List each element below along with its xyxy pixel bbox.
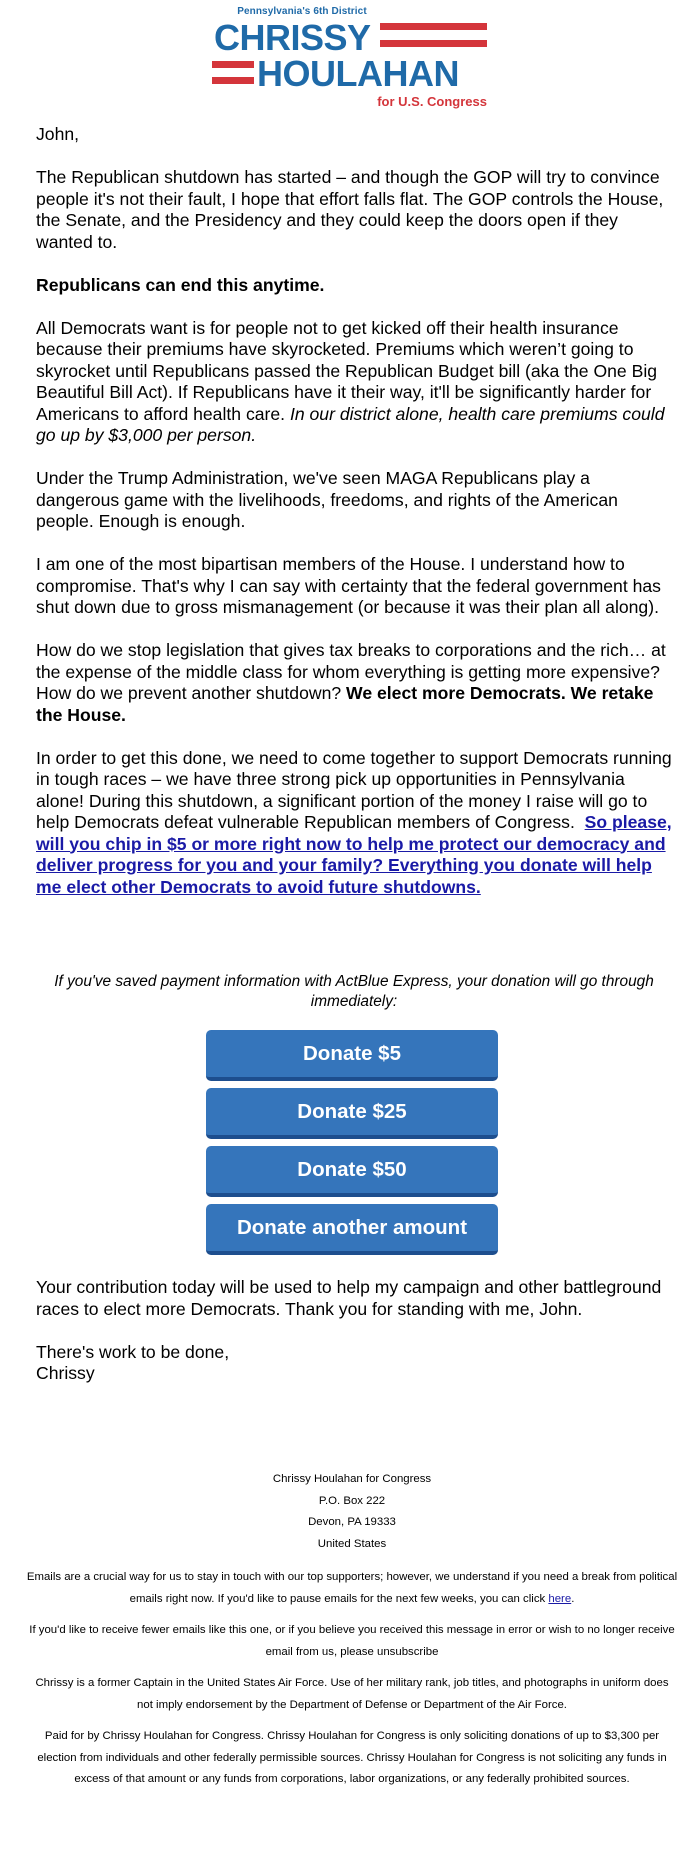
letter-closing [36,1277,672,1406]
paragraph-shutdown: The Republican shutdown has started – and though the GOP will try to convince people it's not their fault, I hope that effort falls flat. The GOP controls the House, the Senate, and the Presidency and they could keep the doors open if they wanted to. [36,167,664,252]
address-line: Devon, PA 19333 [308,1516,396,1528]
email-footer [26,1469,678,1801]
actblue-express-note: If you've saved payment information with ActBlue Express, your donation will go through immediately: [54,973,654,1010]
logo-stripe [212,61,254,68]
paragraph-health-insurance [36,318,672,447]
address-line: Chrissy Houlahan for Congress [272,1473,432,1485]
logo-first-name: CHRISSY [214,17,371,58]
paragraph-legislation [36,640,672,726]
signoff-block [36,1342,672,1385]
donate-50-button[interactable]: Donate $50 [206,1146,498,1197]
logo-tagline: for U.S. Congress [377,94,487,109]
donate-link[interactable]: So please, will you chip in $5 or more right now to help me protect our democracy and deliver progress for you and your family? Everything you donate will help me elect other Democrats to avoid future shutdowns. [36,812,672,897]
paragraph-appeal [36,748,672,899]
premium-italic: In our district alone, health care premiums could go up by $3,000 per person. [36,403,665,445]
logo-last-name: HOULAHAN [257,53,459,94]
pause-text: Emails are a crucial way for us to stay in touch with our top supporters; however, we understand if you need a break from political emails right now. If you'd like to pause emails for the next few weeks, you can click [26,1571,678,1605]
logo-stripe [212,77,254,84]
paragraph-contribution: Your contribution today will be used to help my campaign and other battleground races to elect more Democrats. Thank you for standing with me, John. [36,1277,662,1319]
unsubscribe-notice: If you'd like to receive fewer emails like this one, or if you believe you received this message in error or wish to no longer receive email from us, please unsubscribe [29,1624,675,1658]
appeal-text: In order to get this done, we need to come together to support Democrats running in tough races – we have three strong pick up opportunities in Pennsylvania alone! During this shutdown, a significant portion of the money I raise will go to help Democrats defeat vulnerable Republican members of Congress. [36,747,672,832]
address-line: United States [317,1537,387,1550]
bold-statement: Republicans can end this anytime. [36,274,325,295]
elect-democrats-bold: We elect more Democrats. We retake the House. [36,683,654,725]
signature: Chrissy [36,1363,95,1383]
logo-stripe [380,40,487,47]
mailing-address [26,1469,678,1555]
pause-emails-notice [26,1567,678,1610]
donate-25-button[interactable]: Donate $25 [206,1088,498,1139]
paid-for-disclaimer: Paid for by Chrissy Houlahan for Congress. Chrissy Houlahan for Congress is only soliciting donations of up to $3,300 per election from individuals and other federally permissible sources. Chrissy Houlahan for Congress is not soliciting any funds in excess of that amount or any funds from corporations, labor organizations, or any federally prohibited sources. [37,1730,667,1785]
pause-emails-link[interactable]: here [548,1592,572,1605]
campaign-logo [212,6,490,110]
paragraph-maga: Under the Trump Administration, we've seen MAGA Republicans play a dangerous game with the livelihoods, freedoms, and rights of the American people. Enough is enough. [36,468,618,531]
address-line: P.O. Box 222 [318,1494,386,1507]
logo-district: Pennsylvania's 6th District [237,6,367,17]
military-disclaimer: Chrissy is a former Captain in the United States Air Force. Use of her military rank, job titles, and photographs in uniform does not imply endorsement by the Department of Defense or Department of the Air Force. [35,1677,669,1711]
donate-other-amount-button[interactable]: Donate another amount [206,1204,498,1255]
pause-period: . [571,1592,575,1605]
logo-stripe [380,23,487,30]
health-text: All Democrats want is for people not to get kicked off their health insurance because their premiums have skyrocketed. Premiums which weren’t going to skyrocket until Republicans passed the Republican Budget bill (aka the One Big Beautiful Bill Act). If Republicans have it their way, it'll be significantly harder for Americans to afford health care. [36,317,658,424]
donate-buttons [206,1030,498,1262]
letter-body [36,124,672,920]
signoff: There's work to be done, [36,1341,230,1362]
salutation: John, [36,124,80,144]
donate-5-button[interactable]: Donate $5 [206,1030,498,1081]
paragraph-republicans-end [36,275,672,297]
legislation-text: How do we stop legislation that gives tax breaks to corporations and the rich… at the expense of the middle class for whom everything is getting more expensive? How do we prevent another shutdown? [36,640,666,703]
paragraph-bipartisan: I am one of the most bipartisan members of the House. I understand how to compromise. That's why I can say with certainty that the federal government has shut down due to gross mismanagement (or because it was their plan all along). [36,554,661,617]
